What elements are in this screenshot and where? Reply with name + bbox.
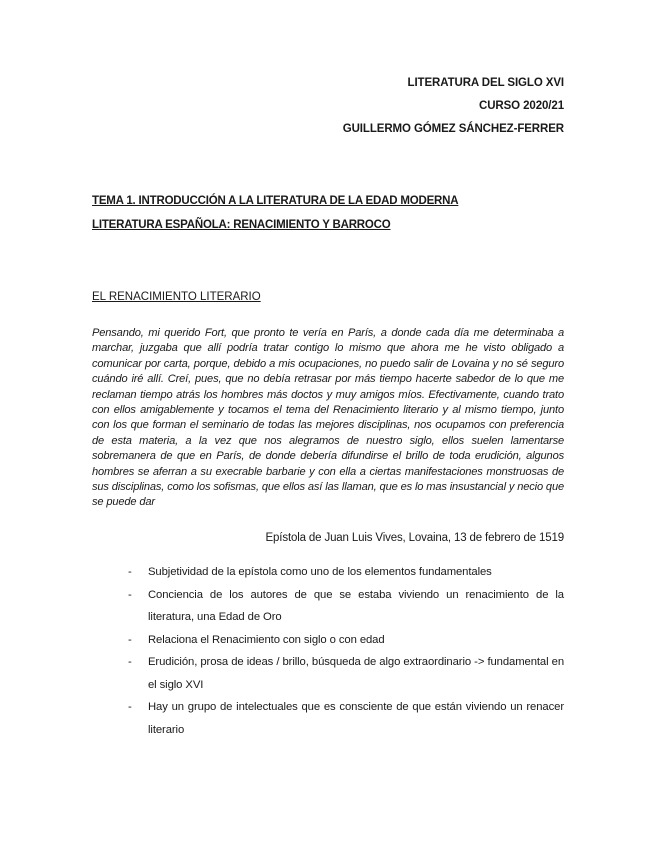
quote-source: Epístola de Juan Luis Vives, Lovaina, 13 de febrero de 1519 <box>265 532 564 544</box>
list-item-text: Erudición, prosa de ideas / brillo, búsqueda de algo extraordinario -> fundamental en el siglo XVI <box>148 656 564 691</box>
dash-bullet: - <box>128 633 132 646</box>
dash-bullet: - <box>128 656 132 668</box>
author-name: GUILLERMO GÓMEZ SÁNCHEZ-FERRER <box>342 123 564 135</box>
dash-bullet: - <box>128 566 132 578</box>
list-item-text: Conciencia de los autores de que se estaba viviendo un renacimiento de la literatura, una Edad de Oro <box>148 588 564 623</box>
topic-subtitle: LITERATURA ESPAÑOLA: RENACIMIENTO Y BARROCO <box>92 219 391 231</box>
document-header <box>343 72 564 141</box>
list-item <box>128 561 564 584</box>
quote-paragraph: Pensando, mi querido Fort, que pronto te vería en París, a donde cada día me determinaba a marchar, juzgaba que allí podría tratar contigo lo mismo que ahora me he visto obligado a comunicar por carta, porque, debido a mis ocupaciones, no puedo salir de Lovaina y no sé seguro cuándo iré allí. Creí, pues, que no debía retrasar por más tiempo hacerte sabedor de lo que me reclaman tiempo atrás los hombres más doctos y muy amigos míos. Efectivamente, cuando trato con ellos amigablemente y tocamos el tema del Renacimiento literario y al mismo tiempo, junto con los que forman el seminario de todas las mejores disciplinas, nos ocupamos con preferencia de esta materia, a la vez que nos alegramos de nuestro siglo, ellos suelen lamentarse sobremanera de que en París, de donde debería difundirse el brillo de toda erudición, algunos hombres se aferran a su execrable barbarie y con ella a ciertas manifestaciones monstruosas de sus disciplinas, como los sofismas, que ellos así las llaman, que es lo mas insustancial y necio que se puede dar <box>92 327 564 509</box>
section-heading: EL RENACIMIENTO LITERARIO <box>92 291 261 303</box>
dash-bullet: - <box>128 588 132 601</box>
list-item <box>128 584 564 629</box>
list-item-text: Hay un grupo de intelectuales que es consciente de que están viviendo un renacer literario <box>148 701 564 736</box>
list-item <box>128 696 564 741</box>
course-year: CURSO 2020/21 <box>479 100 564 112</box>
topic-titles <box>92 189 458 237</box>
list-item <box>128 651 564 696</box>
list-item-text: Subjetividad de la epístola como uno de los elementos fundamentales <box>148 566 492 578</box>
dash-bullet: - <box>128 701 132 713</box>
list-item <box>128 629 564 652</box>
course-title: LITERATURA DEL SIGLO XVI <box>407 77 564 89</box>
topic-title: TEMA 1. INTRODUCCIÓN A LA LITERATURA DE LA EDAD MODERNA <box>92 195 459 207</box>
list-item-text: Relaciona el Renacimiento con siglo o con edad <box>148 633 385 646</box>
bullet-list <box>128 561 564 741</box>
